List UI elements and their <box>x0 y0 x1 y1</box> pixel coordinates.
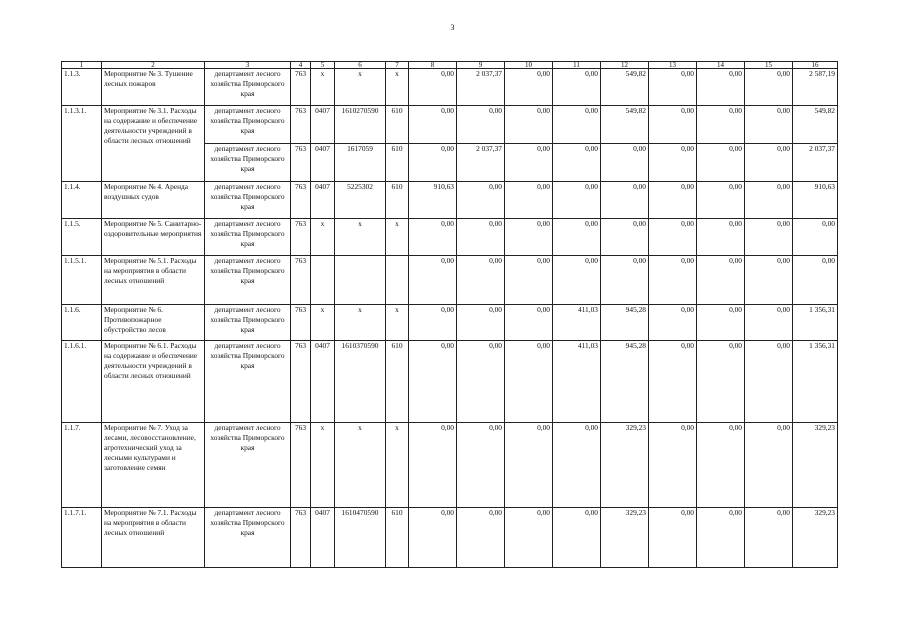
row-number: 1.1.7. <box>62 423 102 508</box>
code-section: 0407 <box>311 182 335 219</box>
amount-col-12: 945,28 <box>601 305 649 341</box>
column-number-8: 8 <box>409 62 457 69</box>
amount-col-10: 0,00 <box>505 508 553 568</box>
amount-col-12: 329,23 <box>601 423 649 508</box>
code-target-article: 1610470590 <box>335 508 386 568</box>
measure-name: Мероприятие № 3.1. Расходы на содержание и обеспечение деятельности учреждений в области лесных отношений <box>102 106 205 182</box>
amount-col-16: 0,00 <box>793 256 838 305</box>
amount-col-15: 0,00 <box>745 144 793 182</box>
amount-col-9: 0,00 <box>457 305 505 341</box>
amount-col-13: 0,00 <box>649 69 697 106</box>
column-number-5: 5 <box>311 62 335 69</box>
amount-col-15: 0,00 <box>745 341 793 423</box>
row-number: 1.1.3.1. <box>62 106 102 182</box>
amount-col-8: 0,00 <box>409 508 457 568</box>
code-grbs: 763 <box>291 69 311 106</box>
responsible-executor: департамент лесного хозяйства Приморского края <box>205 256 291 305</box>
column-number-3: 3 <box>205 62 291 69</box>
amount-col-10: 0,00 <box>505 144 553 182</box>
code-target-article: х <box>335 219 386 256</box>
amount-col-16: 1 356,31 <box>793 305 838 341</box>
table-row <box>62 256 838 305</box>
measure-name: Мероприятие № 5.1. Расходы на мероприятия в области лесных отношений <box>102 256 205 305</box>
amount-col-16: 2 037,37 <box>793 144 838 182</box>
code-expense-type: 610 <box>386 144 409 182</box>
amount-col-10: 0,00 <box>505 305 553 341</box>
amount-col-15: 0,00 <box>745 305 793 341</box>
responsible-executor: департамент лесного хозяйства Приморского края <box>205 144 291 182</box>
amount-col-15: 0,00 <box>745 423 793 508</box>
amount-col-9: 2 037,37 <box>457 144 505 182</box>
amount-col-9: 0,00 <box>457 182 505 219</box>
measure-name: Мероприятие № 5. Санитарно-оздоровительные мероприятия <box>102 219 205 256</box>
amount-col-12: 0,00 <box>601 219 649 256</box>
amount-col-13: 0,00 <box>649 144 697 182</box>
amount-col-8: 0,00 <box>409 106 457 144</box>
amount-col-11: 0,00 <box>553 182 601 219</box>
row-number: 1.1.5.1. <box>62 256 102 305</box>
amount-col-8: 0,00 <box>409 256 457 305</box>
code-section: 0407 <box>311 341 335 423</box>
amount-col-14: 0,00 <box>697 341 745 423</box>
amount-col-14: 0,00 <box>697 305 745 341</box>
amount-col-13: 0,00 <box>649 423 697 508</box>
table-row <box>62 423 838 508</box>
amount-col-9: 0,00 <box>457 508 505 568</box>
amount-col-11: 411,03 <box>553 341 601 423</box>
column-number-16: 16 <box>793 62 838 69</box>
row-number: 1.1.3. <box>62 69 102 106</box>
code-grbs: 763 <box>291 508 311 568</box>
page-number: 3 <box>450 23 455 32</box>
code-target-article: 1610270590 <box>335 106 386 144</box>
table-row <box>62 341 838 423</box>
amount-col-10: 0,00 <box>505 106 553 144</box>
amount-col-9: 0,00 <box>457 106 505 144</box>
code-section: х <box>311 305 335 341</box>
amount-col-11: 0,00 <box>553 144 601 182</box>
amount-col-12: 0,00 <box>601 144 649 182</box>
code-section: х <box>311 69 335 106</box>
code-section <box>311 256 335 305</box>
table-row <box>62 219 838 256</box>
amount-col-16: 1 356,31 <box>793 341 838 423</box>
amount-col-15: 0,00 <box>745 182 793 219</box>
amount-col-16: 549,82 <box>793 106 838 144</box>
amount-col-10: 0,00 <box>505 341 553 423</box>
code-grbs: 763 <box>291 341 311 423</box>
amount-col-14: 0,00 <box>697 219 745 256</box>
amount-col-9: 0,00 <box>457 341 505 423</box>
measure-name: Мероприятие № 7. Уход за лесами, лесовосстановление, агротехнический уход за лесными культурами и заготовление семян <box>102 423 205 508</box>
table-row <box>62 305 838 341</box>
amount-col-12: 549,82 <box>601 106 649 144</box>
row-number: 1.1.5. <box>62 219 102 256</box>
amount-col-11: 0,00 <box>553 69 601 106</box>
amount-col-14: 0,00 <box>697 423 745 508</box>
amount-col-14: 0,00 <box>697 256 745 305</box>
code-expense-type: 610 <box>386 341 409 423</box>
code-expense-type: х <box>386 219 409 256</box>
amount-col-8: 0,00 <box>409 219 457 256</box>
responsible-executor: департамент лесного хозяйства Приморского края <box>205 182 291 219</box>
amount-col-9: 0,00 <box>457 423 505 508</box>
code-section: 0407 <box>311 508 335 568</box>
amount-col-11: 0,00 <box>553 423 601 508</box>
amount-col-16: 329,23 <box>793 423 838 508</box>
measure-name: Мероприятие № 7.1. Расходы на мероприятия в области лесных отношений <box>102 508 205 568</box>
amount-col-14: 0,00 <box>697 508 745 568</box>
amount-col-8: 0,00 <box>409 341 457 423</box>
amount-col-8: 0,00 <box>409 69 457 106</box>
amount-col-11: 411,03 <box>553 305 601 341</box>
column-number-6: 6 <box>335 62 386 69</box>
table-row <box>62 69 838 106</box>
amount-col-12: 0,00 <box>601 182 649 219</box>
amount-col-14: 0,00 <box>697 144 745 182</box>
amount-col-16: 329,23 <box>793 508 838 568</box>
amount-col-8: 0,00 <box>409 144 457 182</box>
code-expense-type: х <box>386 69 409 106</box>
code-target-article: х <box>335 423 386 508</box>
measure-name: Мероприятие № 6. Противопожарное обустройство лесов <box>102 305 205 341</box>
amount-col-12: 329,23 <box>601 508 649 568</box>
amount-col-10: 0,00 <box>505 182 553 219</box>
amount-col-16: 2 587,19 <box>793 69 838 106</box>
responsible-executor: департамент лесного хозяйства Приморского края <box>205 305 291 341</box>
amount-col-14: 0,00 <box>697 69 745 106</box>
code-grbs: 763 <box>291 219 311 256</box>
column-number-9: 9 <box>457 62 505 69</box>
amount-col-9: 2 037,37 <box>457 69 505 106</box>
amount-col-13: 0,00 <box>649 305 697 341</box>
code-target-article <box>335 256 386 305</box>
code-grbs: 763 <box>291 423 311 508</box>
table-row <box>62 106 838 144</box>
responsible-executor: департамент лесного хозяйства Приморского края <box>205 219 291 256</box>
row-number: 1.1.4. <box>62 182 102 219</box>
responsible-executor: департамент лесного хозяйства Приморского края <box>205 341 291 423</box>
measure-name: Мероприятие № 6.1. Расходы на содержание и обеспечение деятельности учреждений в области лесных отношений <box>102 341 205 423</box>
amount-col-15: 0,00 <box>745 219 793 256</box>
code-section: 0407 <box>311 106 335 144</box>
amount-col-16: 910,63 <box>793 182 838 219</box>
amount-col-13: 0,00 <box>649 508 697 568</box>
code-expense-type <box>386 256 409 305</box>
code-target-article: 1617059 <box>335 144 386 182</box>
amount-col-15: 0,00 <box>745 106 793 144</box>
responsible-executor: департамент лесного хозяйства Приморского края <box>205 508 291 568</box>
amount-col-11: 0,00 <box>553 219 601 256</box>
amount-col-12: 945,28 <box>601 341 649 423</box>
amount-col-11: 0,00 <box>553 508 601 568</box>
column-number-7: 7 <box>386 62 409 69</box>
code-target-article: 1610370590 <box>335 341 386 423</box>
code-grbs: 763 <box>291 305 311 341</box>
row-number: 1.1.6.1. <box>62 341 102 423</box>
amount-col-14: 0,00 <box>697 182 745 219</box>
amount-col-15: 0,00 <box>745 508 793 568</box>
measure-name: Мероприятие № 4. Аренда воздушных судов <box>102 182 205 219</box>
amount-col-8: 0,00 <box>409 423 457 508</box>
amount-col-13: 0,00 <box>649 106 697 144</box>
column-number-13: 13 <box>649 62 697 69</box>
column-number-15: 15 <box>745 62 793 69</box>
amount-col-15: 0,00 <box>745 256 793 305</box>
amount-col-10: 0,00 <box>505 423 553 508</box>
column-number-12: 12 <box>601 62 649 69</box>
column-number-4: 4 <box>291 62 311 69</box>
code-grbs: 763 <box>291 256 311 305</box>
amount-col-13: 0,00 <box>649 341 697 423</box>
responsible-executor: департамент лесного хозяйства Приморского края <box>205 106 291 144</box>
code-section: 0407 <box>311 144 335 182</box>
column-number-10: 10 <box>505 62 553 69</box>
code-target-article: 5225302 <box>335 182 386 219</box>
column-number-1: 1 <box>62 62 102 69</box>
code-expense-type: х <box>386 423 409 508</box>
code-grbs: 763 <box>291 144 311 182</box>
amount-col-11: 0,00 <box>553 256 601 305</box>
code-expense-type: х <box>386 305 409 341</box>
amount-col-14: 0,00 <box>697 106 745 144</box>
budget-table <box>61 61 838 568</box>
amount-col-8: 0,00 <box>409 305 457 341</box>
responsible-executor: департамент лесного хозяйства Приморского края <box>205 69 291 106</box>
measure-name: Мероприятие № 3. Тушение лесных пожаров <box>102 69 205 106</box>
code-expense-type: 610 <box>386 508 409 568</box>
table-row <box>62 508 838 568</box>
code-grbs: 763 <box>291 182 311 219</box>
code-grbs: 763 <box>291 106 311 144</box>
code-expense-type: 610 <box>386 106 409 144</box>
amount-col-10: 0,00 <box>505 256 553 305</box>
code-expense-type: 610 <box>386 182 409 219</box>
amount-col-15: 0,00 <box>745 69 793 106</box>
row-number: 1.1.6. <box>62 305 102 341</box>
amount-col-12: 0,00 <box>601 256 649 305</box>
amount-col-10: 0,00 <box>505 219 553 256</box>
amount-col-8: 910,63 <box>409 182 457 219</box>
amount-col-9: 0,00 <box>457 256 505 305</box>
amount-col-12: 549,82 <box>601 69 649 106</box>
code-section: х <box>311 423 335 508</box>
amount-col-11: 0,00 <box>553 106 601 144</box>
amount-col-13: 0,00 <box>649 256 697 305</box>
responsible-executor: департамент лесного хозяйства Приморского края <box>205 423 291 508</box>
table-row <box>62 182 838 219</box>
column-number-11: 11 <box>553 62 601 69</box>
column-number-2: 2 <box>102 62 205 69</box>
column-number-row <box>62 62 838 69</box>
amount-col-16: 0,00 <box>793 219 838 256</box>
code-target-article: х <box>335 305 386 341</box>
row-number: 1.1.7.1. <box>62 508 102 568</box>
code-section: х <box>311 219 335 256</box>
code-target-article: х <box>335 69 386 106</box>
amount-col-10: 0,00 <box>505 69 553 106</box>
amount-col-9: 0,00 <box>457 219 505 256</box>
column-number-14: 14 <box>697 62 745 69</box>
amount-col-13: 0,00 <box>649 219 697 256</box>
amount-col-13: 0,00 <box>649 182 697 219</box>
